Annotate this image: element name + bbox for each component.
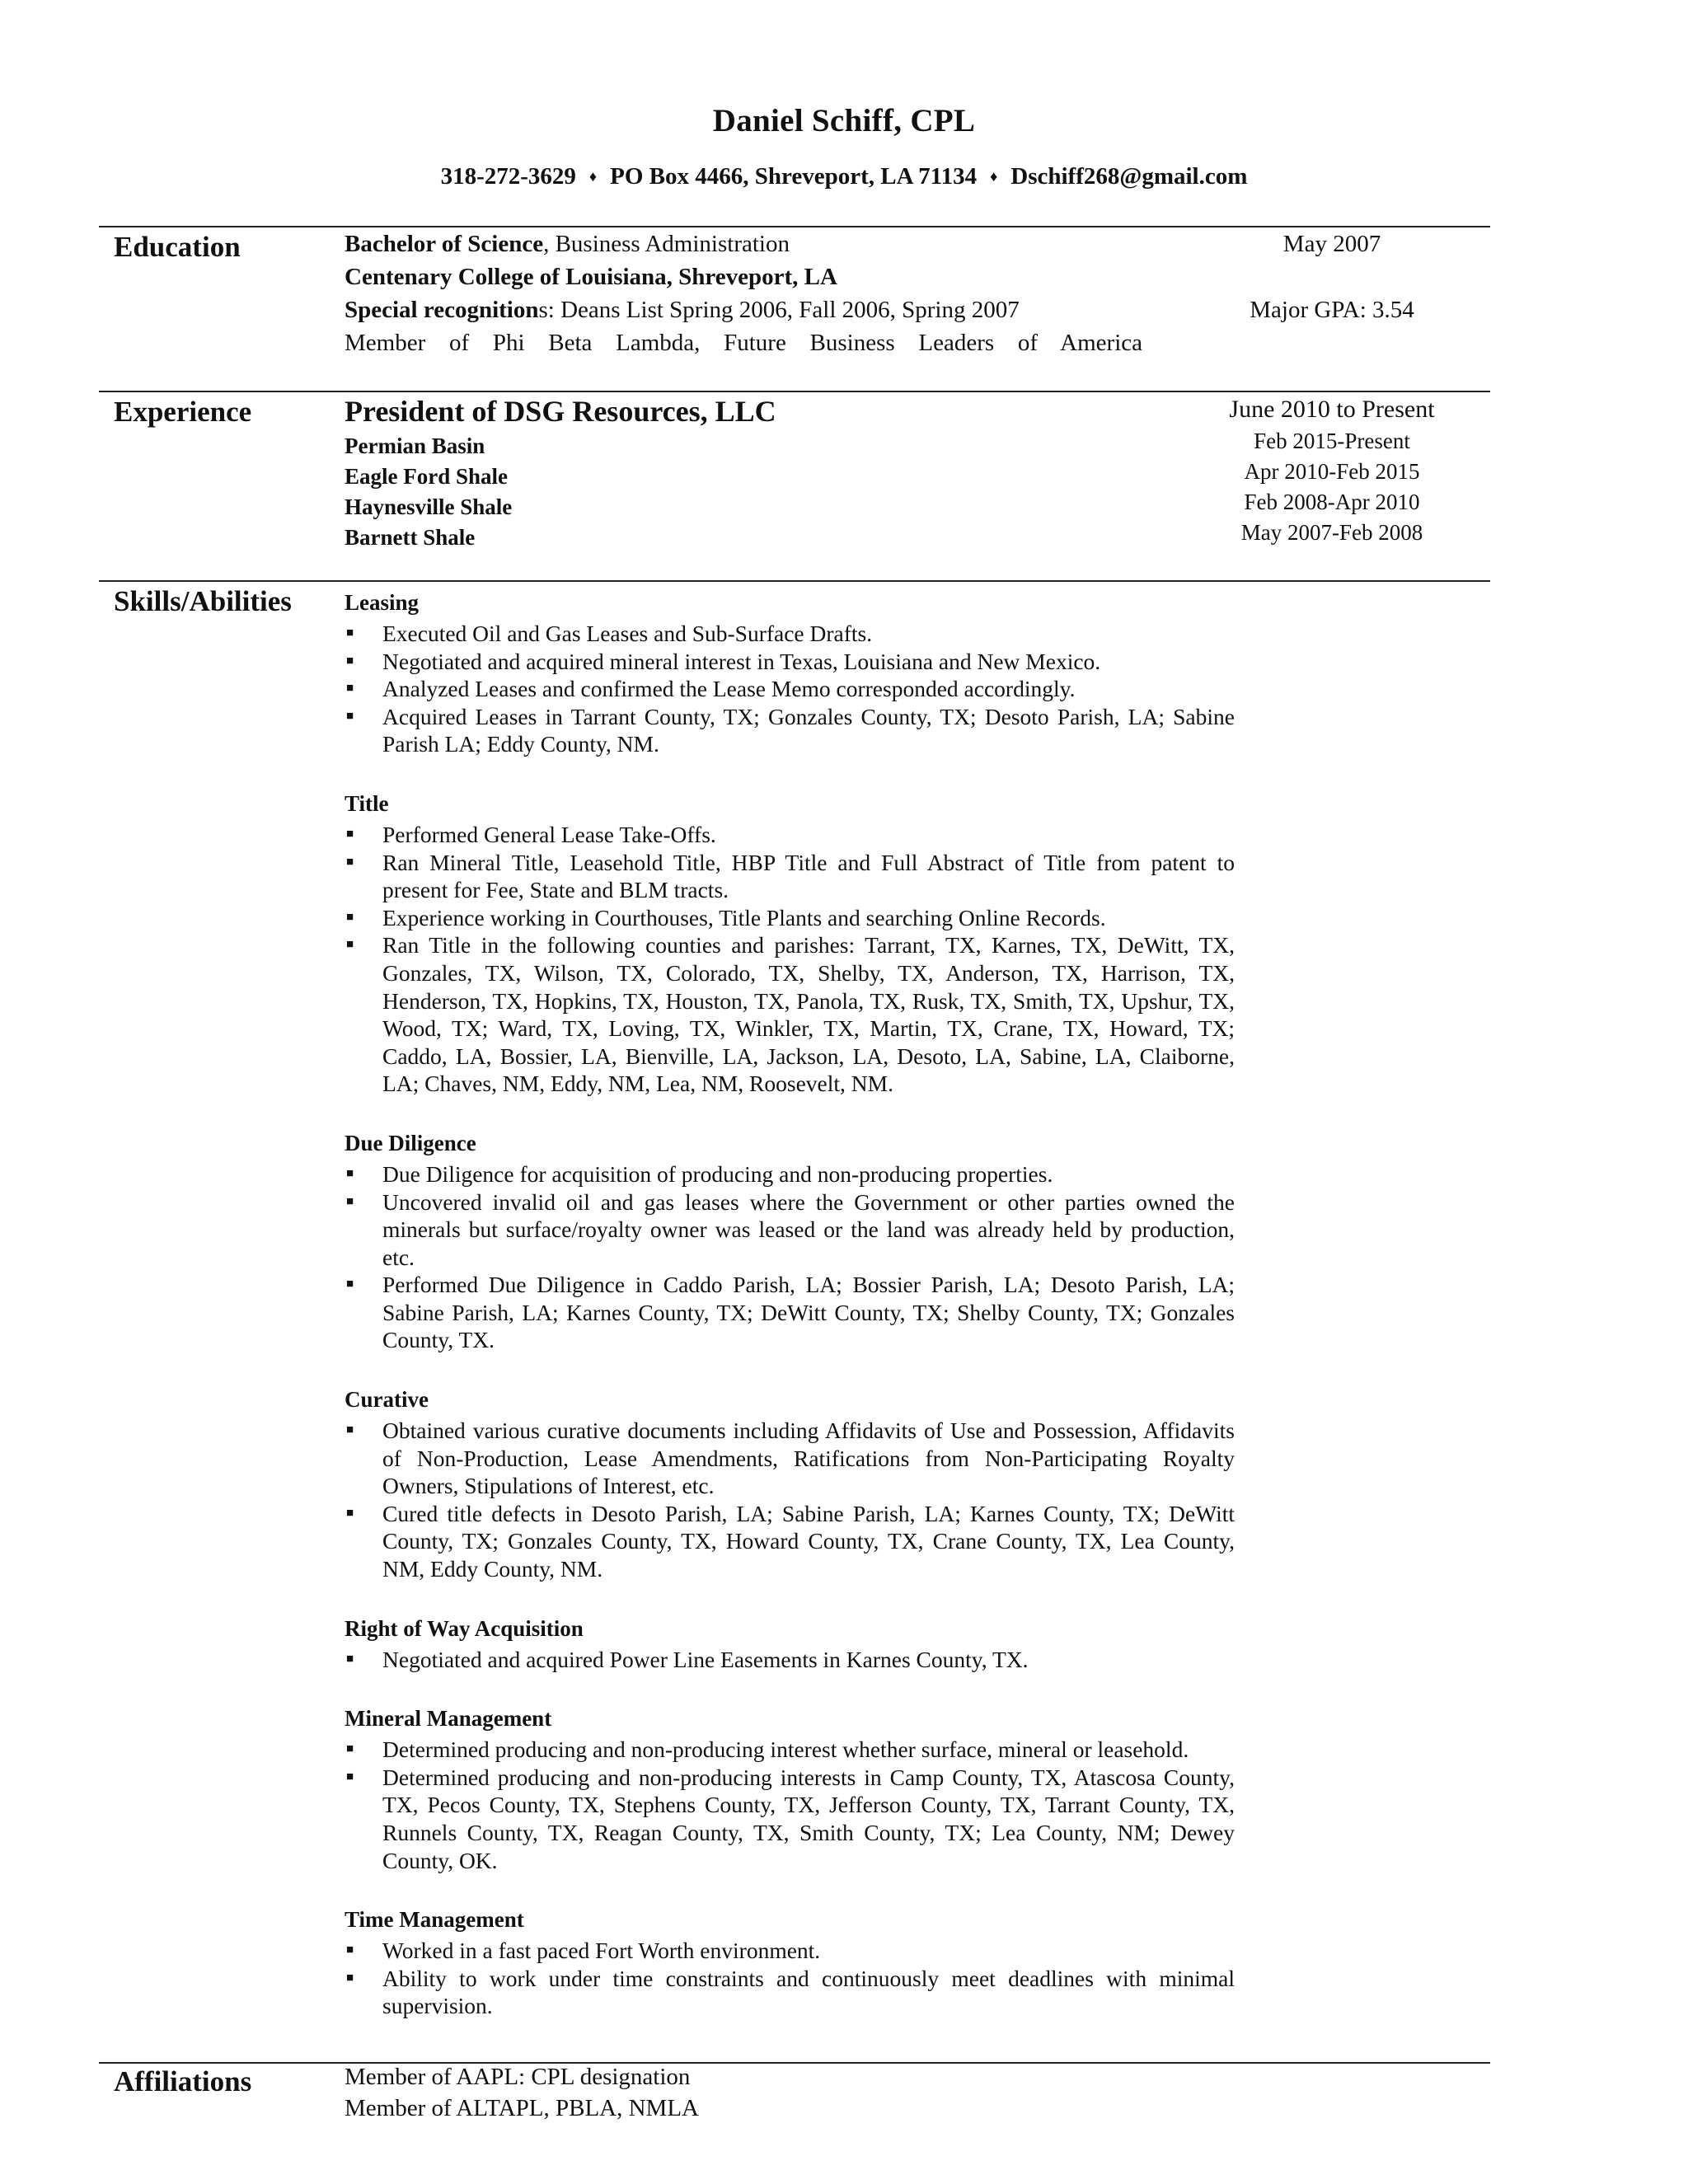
skill-bullet-item bbox=[345, 675, 1235, 703]
skill-bullet-text: Ability to work under time constraints and continuously meet deadlines with minimal supervision. bbox=[382, 1965, 1235, 2019]
skill-bullet-text: Performed General Lease Take-Offs. bbox=[382, 821, 716, 847]
separator-diamond: ♦ bbox=[990, 168, 998, 185]
skill-bullet-list bbox=[345, 1736, 1235, 1874]
degree-name: Bachelor of Science bbox=[345, 231, 544, 257]
square-bullet-icon: ■ bbox=[346, 855, 354, 869]
separator-diamond: ♦ bbox=[588, 168, 598, 185]
section-title-skills: Skills/Abilities bbox=[114, 585, 292, 617]
skill-bullet-text: Ran Title in the following counties and parishes: Tarrant, TX, Karnes, TX, DeWitt, TX, Gonzales, TX, Wilson, TX, Colorado, TX, Shelby, TX, Anderson, TX, Harrison, TX, Henderson, TX, Hopkins, TX, Houston, TX, Panola, TX, Rusk, TX, Smith, TX, Upshur, TX, Wood, TX; Ward, TX, Loving, TX, Winkler, TX, Martin, TX, Crane, TX, Howard, TX; Caddo, LA, Bossier, LA, Bienville, LA, Jackson, LA, Desoto, LA, Sabine, LA, Claiborne, LA; Chaves, NM, Eddy, NM, Lea, NM, Roosevelt, NM. bbox=[382, 932, 1235, 1097]
square-bullet-icon: ■ bbox=[346, 682, 354, 696]
email-address: Dschiff268@gmail.com bbox=[1010, 163, 1248, 190]
skill-bullet-item bbox=[345, 1764, 1235, 1874]
school-name: Centenary College of Louisiana, Shreveport, LA bbox=[345, 264, 837, 290]
skill-bullet-text: Experience working in Courthouses, Title Plants and searching Online Records. bbox=[382, 904, 1106, 930]
skill-bullet-text: Ran Mineral Title, Leasehold Title, HBP Title and Full Abstract of Title from patent to present for Fee, State and BLM tracts. bbox=[382, 849, 1235, 903]
skill-category bbox=[345, 1385, 1235, 1583]
square-bullet-icon: ■ bbox=[346, 654, 354, 668]
section-divider bbox=[99, 391, 1490, 392]
position-title: President of DSG Resources, LLC bbox=[345, 395, 776, 428]
location-name: Haynesville Shale bbox=[345, 494, 513, 519]
skill-category-heading: Due Diligence bbox=[345, 1130, 476, 1155]
skill-bullet-text: Analyzed Leases and confirmed the Lease Memo corresponded accordingly. bbox=[382, 676, 1076, 702]
skill-bullet-item bbox=[345, 904, 1235, 932]
square-bullet-icon: ■ bbox=[346, 1506, 354, 1520]
skill-bullet-text: Cured title defects in Desoto Parish, LA; Sabine Parish, LA; Karnes County, TX; DeWitt County, TX; Gonzales County, TX, Howard County, TX, Crane County, TX, Lea County, NM, Eddy County, NM. bbox=[382, 1500, 1235, 1582]
square-bullet-icon: ■ bbox=[346, 910, 354, 924]
skill-bullet-list bbox=[345, 1937, 1235, 2020]
degree-line bbox=[345, 231, 790, 258]
square-bullet-icon: ■ bbox=[346, 1277, 354, 1291]
skill-bullet-text: Executed Oil and Gas Leases and Sub-Surface Drafts. bbox=[382, 621, 873, 646]
square-bullet-icon: ■ bbox=[346, 1742, 354, 1756]
skill-bullet-item bbox=[345, 1160, 1235, 1188]
skill-bullet-text: Acquired Leases in Tarrant County, TX; Gonzales County, TX; Desoto Parish, LA; Sabine Parish LA; Eddy County, NM. bbox=[382, 703, 1235, 757]
location-name: Eagle Ford Shale bbox=[345, 464, 509, 489]
resume-name: Daniel Schiff, CPL bbox=[712, 103, 976, 138]
skill-category bbox=[345, 1615, 1235, 1674]
square-bullet-icon: ■ bbox=[346, 1652, 354, 1666]
skill-category-heading: Time Management bbox=[345, 1907, 524, 1933]
skill-bullet-item bbox=[345, 849, 1235, 904]
skill-bullet-text: Worked in a fast paced Fort Worth environment. bbox=[382, 1938, 821, 1964]
position-date: June 2010 to Present bbox=[1229, 396, 1435, 423]
skill-bullet-list bbox=[345, 821, 1235, 1098]
skill-bullet-item bbox=[345, 931, 1235, 1098]
skill-bullet-list bbox=[345, 1417, 1235, 1583]
skill-category bbox=[345, 1704, 1235, 1874]
graduation-date: May 2007 bbox=[1282, 231, 1381, 257]
skill-bullet-list bbox=[345, 1646, 1235, 1674]
skill-category-heading: Leasing bbox=[345, 590, 420, 615]
skill-bullet-item bbox=[345, 821, 1235, 849]
recognitions-text: s: Deans List Spring 2006, Fall 2006, Spring 2007 bbox=[538, 297, 1020, 323]
skill-category-heading: Curative bbox=[345, 1387, 429, 1413]
skill-category-heading: Mineral Management bbox=[345, 1706, 552, 1732]
square-bullet-icon: ■ bbox=[346, 1943, 354, 1957]
skill-bullet-item bbox=[345, 1500, 1235, 1583]
location-date: Feb 2008-Apr 2010 bbox=[1244, 490, 1420, 514]
skill-bullet-text: Performed Due Diligence in Caddo Parish, LA; Bossier Parish, LA; Desoto Parish, LA; Sabine Parish, LA; Karnes County, TX; DeWitt County, TX; Shelby County, TX; Gonzales County, TX. bbox=[382, 1272, 1235, 1353]
skills-list bbox=[345, 588, 1235, 2051]
skill-bullet-item bbox=[345, 1965, 1235, 2020]
recognitions-line bbox=[345, 297, 1020, 324]
contact-line bbox=[0, 163, 1688, 190]
recognitions-label: Special recognition bbox=[345, 297, 539, 323]
skill-category bbox=[345, 1129, 1235, 1354]
section-divider bbox=[99, 580, 1490, 582]
skill-bullet-item bbox=[345, 620, 1235, 648]
skill-bullet-text: Determined producing and non-producing interest whether surface, mineral or leasehold. bbox=[382, 1736, 1189, 1763]
square-bullet-icon: ■ bbox=[346, 1423, 354, 1437]
skill-bullet-item bbox=[345, 1271, 1235, 1354]
affiliation-line: Member of AAPL: CPL designation bbox=[345, 2064, 691, 2090]
square-bullet-icon: ■ bbox=[346, 626, 354, 640]
skill-bullet-text: Due Diligence for acquisition of producing and non-producing properties. bbox=[382, 1160, 1053, 1187]
skill-bullet-text: Uncovered invalid oil and gas leases where the Government or other parties owned the minerals but surface/royalty owner was leased or the land was already held by production, etc. bbox=[382, 1188, 1235, 1270]
degree-field: , Business Administration bbox=[543, 231, 790, 257]
affiliation-line: Member of ALTAPL, PBLA, NMLA bbox=[345, 2095, 699, 2121]
square-bullet-icon: ■ bbox=[346, 1166, 354, 1180]
skill-bullet-text: Determined producing and non-producing interests in Camp County, TX, Atascosa County, TX, Pecos County, TX, Stephens County, TX, Jefferson County, TX, Tarrant County, TX, Runnels County, TX, Reagan County, TX, Smith County, TX; Lea County, NM; Dewey County, OK. bbox=[382, 1764, 1235, 1873]
section-divider bbox=[99, 2062, 1490, 2064]
location-date: May 2007-Feb 2008 bbox=[1240, 520, 1423, 545]
square-bullet-icon: ■ bbox=[346, 709, 354, 723]
skill-category-heading: Title bbox=[345, 790, 389, 816]
square-bullet-icon: ■ bbox=[346, 827, 354, 841]
skill-category bbox=[345, 790, 1235, 1098]
square-bullet-icon: ■ bbox=[346, 938, 354, 952]
major-gpa: Major GPA: 3.54 bbox=[1250, 297, 1414, 323]
skill-bullet-item bbox=[345, 1736, 1235, 1764]
skill-bullet-item bbox=[345, 703, 1235, 758]
skill-bullet-item bbox=[345, 1417, 1235, 1500]
skill-bullet-item bbox=[345, 1188, 1235, 1272]
square-bullet-icon: ■ bbox=[346, 1769, 354, 1783]
skill-bullet-item bbox=[345, 648, 1235, 676]
skill-bullet-item bbox=[345, 1937, 1235, 1965]
location-date: Apr 2010-Feb 2015 bbox=[1244, 459, 1420, 484]
skill-category bbox=[345, 588, 1235, 758]
skill-bullet-list bbox=[345, 620, 1235, 758]
skill-category-heading: Right of Way Acquisition bbox=[345, 1615, 584, 1641]
section-title-experience: Experience bbox=[114, 396, 252, 428]
skill-bullet-text: Negotiated and acquired mineral interest in Texas, Louisiana and New Mexico. bbox=[382, 648, 1101, 674]
square-bullet-icon: ■ bbox=[346, 1971, 354, 1985]
mailing-address: PO Box 4466, Shreveport, LA 71134 bbox=[610, 163, 978, 190]
square-bullet-icon: ■ bbox=[346, 1194, 354, 1208]
phone-number: 318-272-3629 bbox=[440, 163, 576, 190]
section-title-education: Education bbox=[114, 231, 241, 263]
skill-bullet-text: Obtained various curative documents including Affidavits of Use and Possession, Affidavits of Non-Production, Lease Amendments, Ratifications from Non-Participating Royalty Owners, Stipulations of Interest, etc. bbox=[382, 1418, 1235, 1499]
section-title-affiliations: Affiliations bbox=[114, 2065, 252, 2097]
location-date: Feb 2015-Present bbox=[1254, 429, 1410, 453]
location-name: Barnett Shale bbox=[345, 525, 476, 550]
location-name: Permian Basin bbox=[345, 434, 485, 458]
skill-bullet-list bbox=[345, 1160, 1235, 1354]
skill-bullet-item bbox=[345, 1646, 1235, 1674]
memberships-line: Member of Phi Beta Lambda, Future Business Leaders of America bbox=[345, 330, 1142, 356]
section-divider bbox=[99, 226, 1490, 227]
skill-bullet-text: Negotiated and acquired Power Line Easements in Karnes County, TX. bbox=[382, 1646, 1029, 1672]
skill-category bbox=[345, 1905, 1235, 2020]
